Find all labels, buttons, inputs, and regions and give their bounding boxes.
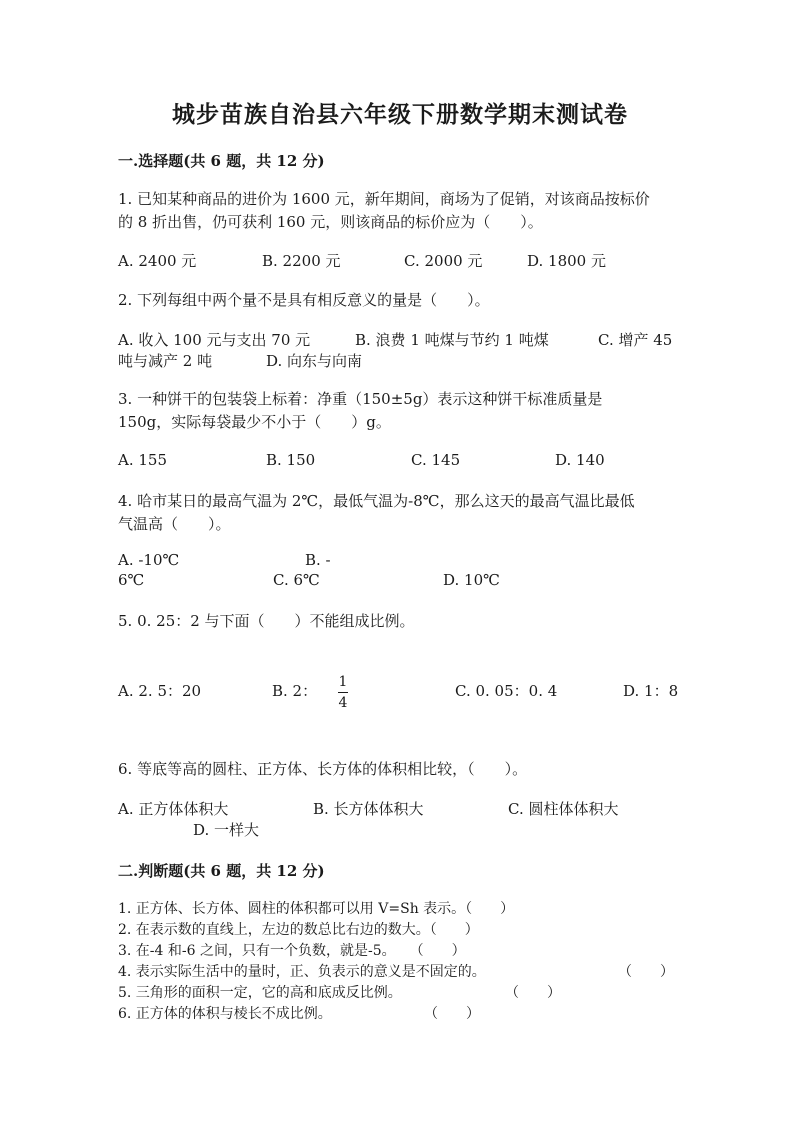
judge-item-4-bracket: （ ） (618, 964, 674, 980)
judge-item-6-bracket: （ ） (424, 1006, 480, 1022)
q3-option-c: C. 145 (411, 451, 461, 469)
q2-option-b: B. 浪费 1 吨煤与节约 1 吨煤 (355, 331, 549, 349)
q4-option-a: A. -10℃ (118, 551, 180, 569)
question-6-line-1: 6. 等底等高的圆柱、正方体、长方体的体积相比较，（ ）。 (118, 760, 528, 778)
section-heading-choice: 一.选择题(共 6 题，共 12 分) (118, 152, 325, 170)
fraction-bar (338, 692, 348, 693)
q5-option-c: C. 0. 05：0. 4 (455, 682, 558, 700)
q3-option-a: A. 155 (118, 451, 167, 469)
q6-option-d: D. 一样大 (193, 821, 260, 839)
q6-option-b: B. 长方体体积大 (313, 800, 424, 818)
fraction-denominator: 4 (338, 695, 348, 711)
q5-option-d: D. 1：8 (623, 682, 679, 700)
q1-option-c: C. 2000 元 (404, 252, 483, 270)
q1-option-d: D. 1800 元 (527, 252, 606, 270)
judge-item-5: 5. 三角形的面积一定，它的高和底成反比例。 (118, 985, 402, 1001)
q5-option-a: A. 2. 5：20 (118, 682, 202, 700)
q1-option-a: A. 2400 元 (118, 252, 197, 270)
q4-option-b: B. - (305, 551, 331, 569)
page-title: 城步苗族自治县六年级下册数学期末测试卷 (172, 101, 628, 128)
question-5-line-1: 5. 0. 25：2 与下面（ ）不能组成比例。 (118, 612, 415, 630)
section-heading-true-false: 二.判断题(共 6 题，共 12 分) (118, 862, 325, 880)
q3-option-d: D. 140 (555, 451, 605, 469)
question-4-line-1: 4. 哈市某日的最高气温为 2℃，最低气温为-8℃，那么这天的最高气温比最低 (118, 492, 635, 510)
q4-option-d: D. 10℃ (443, 571, 500, 589)
q2-option-c: C. 增产 45 (598, 331, 673, 349)
judge-item-5-bracket: （ ） (505, 985, 561, 1001)
q6-option-a: A. 正方体体积大 (118, 800, 229, 818)
q2-option-a: A. 收入 100 元与支出 70 元 (118, 331, 311, 349)
q4-option-c: C. 6℃ (273, 571, 320, 589)
q4-option-b-continued: 6℃ (118, 571, 145, 589)
q2-option-c-continued: 吨与减产 2 吨 (118, 352, 213, 370)
q5-option-b: B. 2： (272, 682, 318, 700)
q2-option-d: D. 向东与向南 (266, 352, 363, 370)
q6-option-c: C. 圆柱体体积大 (508, 800, 619, 818)
judge-item-2: 2. 在表示数的直线上，左边的数总比右边的数大。（ ） (118, 922, 479, 938)
fraction-numerator: 1 (338, 674, 348, 690)
question-3-line-1: 3. 一种饼干的包装袋上标着：净重（150±5g）表示这种饼干标准质量是 (118, 390, 603, 408)
question-2-line-1: 2. 下列每组中两个量不是具有相反意义的量是（ ）。 (118, 291, 490, 309)
q1-option-b: B. 2200 元 (262, 252, 341, 270)
judge-item-6: 6. 正方体的体积与棱长不成比例。 (118, 1006, 332, 1022)
question-3-line-2: 150g，实际每袋最少不小于（ ）g。 (118, 413, 391, 431)
question-1-line-1: 1. 已知某种商品的进价为 1600 元，新年期间，商场为了促销，对该商品按标价 (118, 190, 650, 208)
q3-option-b: B. 150 (266, 451, 316, 469)
judge-item-3: 3. 在-4 和-6 之间，只有一个负数，就是-5。 （ ） (118, 943, 466, 959)
question-4-line-2: 气温高（ ）。 (118, 515, 231, 533)
judge-item-1: 1. 正方体、长方体、圆柱的体积都可以用 V=Sh 表示。（ ） (118, 901, 515, 917)
question-1-line-2: 的 8 折出售，仍可获利 160 元，则该商品的标价应为（ ）。 (118, 213, 543, 231)
judge-item-4: 4. 表示实际生活中的量时，正、负表示的意义是不固定的。 (118, 964, 486, 980)
q5-option-b-fraction (338, 674, 348, 711)
